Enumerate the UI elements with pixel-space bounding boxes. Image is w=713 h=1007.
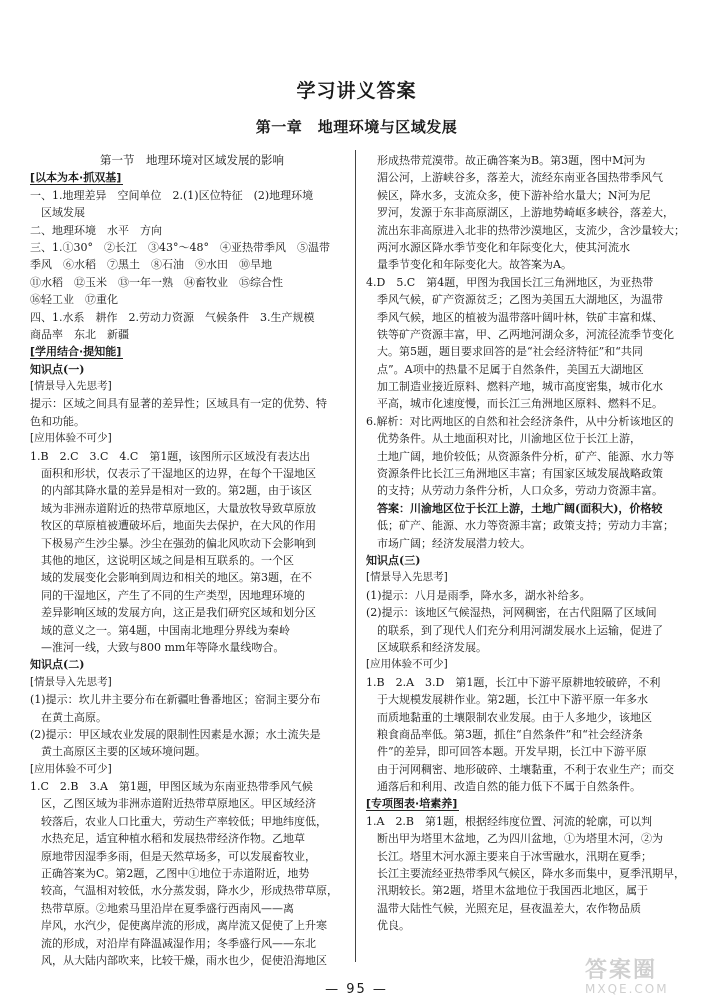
text-line: 岸风，水汽少，促使离岸流的形成，离岸流又促使了上升寒 <box>30 919 327 933</box>
text-line: 的联系，到了现代人们充分利用河湖发展水上运输，促进了 <box>366 623 663 637</box>
text-line: 流的形成，对沿岸有降温减湿作用；冬季盛行风——东北 <box>30 936 316 950</box>
text-line: 二、地理环境 水平 方向 <box>30 223 162 237</box>
text-line: 正确答案为C。第2题，乙图中①地位于赤道附近，地势 <box>30 867 310 881</box>
text-line: 流出东非高原进入北非的热带沙漠地区，支流少，含沙量较大； <box>366 223 685 237</box>
text-line: 提示：区域之间具有显著的差异性；区域具有一定的优势、特 <box>30 397 327 411</box>
text-line: ⑪水稻 ⑫玉米 ⑬一年一熟 ⑭畜牧业 ⑮综合性 <box>30 275 283 289</box>
watermark-logo <box>585 953 705 1001</box>
text-line: 在黄土高原。 <box>30 710 107 724</box>
text-line: 区，乙图区域为非洲赤道附近热带草原地区。甲区域经济 <box>30 797 316 811</box>
bracket-heading-text: [学用结合·提知能] <box>30 345 122 359</box>
text-line: 下极易产生沙尘暴。沙尘在强劲的偏北风吹动下会影响到 <box>30 536 316 550</box>
text-line: 市场广阔；经济发展潜力较大。 <box>366 536 531 550</box>
section-heading: 第一节 地理环境对区域发展的影响 <box>100 153 284 167</box>
bold-line: 知识点(三) <box>366 553 421 567</box>
text-line: 较落后，农业人口比重大，劳动生产率较低；甲地纬度低， <box>30 814 327 828</box>
text-line: —淮河一线，大致与800 mm年等降水量线吻合。 <box>30 640 285 654</box>
text-line: 较高，气温相对较低，水分蒸发弱，降水少，形成热带草原， <box>30 884 338 898</box>
chapter-title: 第一章 地理环境与区域发展 <box>255 118 458 136</box>
sub-heading: [应用体验不可少] <box>30 762 112 775</box>
text-line: 温带大陆性气候，光照充足，昼夜温差大，农作物品质 <box>366 901 641 915</box>
text-line: 量季节变化和年际变化大。故答案为A。 <box>366 258 572 272</box>
text-line: 点”。A项中的热量不足属于自然条件，美国五大湖地区 <box>366 362 644 376</box>
text-line: 6.解析：对比两地区的自然和社会经济条件，从中分析该地区的 <box>366 414 674 428</box>
text-line: 低；矿产、能源、水力等资源丰富；政策支持；劳动力丰富； <box>366 519 674 533</box>
bracket-heading-text: [专项图表·培素养] <box>366 797 458 811</box>
sub-heading: [情景导入先思考] <box>366 571 448 584</box>
text-line: 三、1.①30° ②长江 ③43°～48° ④亚热带季风 ⑤温带 <box>30 240 330 254</box>
text-line: (2)提示：甲区域农业发展的限制性因素是水源；水土流失是 <box>30 727 321 741</box>
text-line: 热带草原。②地索马里沿岸在夏季盛行西南风——离 <box>30 901 294 915</box>
text-line: ⑯轻工业 ⑰重化 <box>30 293 118 307</box>
text-line: 季风 ⑥水稻 ⑦黑土 ⑧石油 ⑨水田 ⑩旱地 <box>30 258 272 272</box>
page-title: 学习讲义答案 <box>296 80 417 102</box>
text-line: 汛期较长。第2题，塔里木盆地位于我国西北地区，属于 <box>366 884 648 898</box>
text-line: 1.B 2.A 3.D 第1题，长江中下游平原耕地较破碎，不利 <box>366 675 661 689</box>
text-line: 优良。 <box>366 919 410 933</box>
column-divider <box>355 150 356 962</box>
text-line: 1.A 2.B 第1题，根据经纬度位置、河流的轮廓，可以判 <box>366 814 653 828</box>
text-line: 牧区的草原植被遭破坏后，地面失去保护，在大风的作用 <box>30 519 316 533</box>
text-line: 四、1.水系 耕作 2.劳动力资源 气候条件 3.生产规模 <box>30 310 315 324</box>
text-line: (2)提示：该地区气候湿热，河网稠密，在古代阻隔了区域间 <box>366 606 657 620</box>
text-line: 资源条件比长江三角洲地区丰富；有国家区域发展战略政策 <box>366 467 663 481</box>
text-line: 4.D 5.C 第4题，甲图为我国长江三角洲地区，为亚热带 <box>366 275 654 289</box>
text-line: 候区，降水多，支流众多，使下游补给水量大；N河为尼 <box>366 188 651 202</box>
text-line: (1)提示：坎儿井主要分布在新疆吐鲁番地区；窑洞主要分布 <box>30 693 321 707</box>
sub-heading: [情景导入先思考] <box>30 675 112 688</box>
text-line: 季风气候，地区的植被为温带落叶阔叶林，铁矿丰富和煤、 <box>366 310 663 324</box>
text-line: 色和功能。 <box>30 414 85 428</box>
text-line: 断出甲为塔里木盆地，乙为四川盆地，①为塔里木河，②为 <box>366 832 663 846</box>
right-column <box>366 152 686 935</box>
text-line: 罗河，发源于东非高原湖区，上游地势崎岖多峡谷，落差大， <box>366 206 674 220</box>
text-line: 土地广阔，地价较低；从资源条件分析，矿产、能源、水力等 <box>366 449 674 463</box>
text-line: 两河水源区降水季节变化和年际变化大，使其河流水 <box>366 240 630 254</box>
text-line: 长江主要流经亚热带季风气候区，降水多而集中，夏季汛期早， <box>366 867 685 881</box>
sub-heading: [情景导入先思考] <box>30 380 112 393</box>
text-line: 差异影响区域的发展方向，这正是我们研究区域和划分区 <box>30 606 316 620</box>
text-line: 区域发展 <box>30 206 85 220</box>
text-line: 水热充足，适宜种植水稻和发展热带经济作物。乙地草 <box>30 832 305 846</box>
text-line: 域为非洲赤道附近的热带草原地区，大量放牧导致草原放 <box>30 501 316 515</box>
text-line: 优势条件。从土地面积对比，川渝地区位于长江上游， <box>366 432 641 446</box>
text-line: 风，从大陆内部吹来，比较干燥，雨水也少，促使沿海地区 <box>30 953 327 967</box>
text-line: 粮食商品率低。第3题，抓住“自然条件”和“社会经济条 <box>366 727 643 741</box>
sub-heading: [应用体验不可少] <box>366 658 448 671</box>
bold-line: 知识点(二) <box>30 658 85 672</box>
bracket-heading <box>30 343 348 360</box>
text-line: 季风气候，矿产资源贫乏；乙图为美国五大湖地区，为温带 <box>366 293 663 307</box>
bracket-heading <box>366 795 686 812</box>
text-line: (1)提示：八月是雨季，降水多，湖水补给多。 <box>366 588 591 602</box>
watermark-text-top: 答案圈 <box>585 958 658 983</box>
text-line: 原地带因湿季多雨，但是天然草场多，可以发展畜牧业， <box>30 849 316 863</box>
bold-line: 答案：川渝地区位于长江上游，土地广阔(面积大)，价格较 <box>366 501 663 515</box>
text-line: 大。第5题，题目要求回答的是“社会经济特征”和“共同 <box>366 345 643 359</box>
text-line: 于大规模发展耕作业。第2题，长江中下游平原一年多水 <box>366 693 648 707</box>
text-line: 域的意义之一。第4题，中国南北地理分界线为秦岭 <box>30 623 290 637</box>
text-line: 面积和形状，仅表示了干湿地区的边界，在每个干湿地区 <box>30 467 316 481</box>
text-line: 的内部其降水量的差异是相对一致的。第2题，由于该区 <box>30 484 312 498</box>
text-line: 加工制造业接近原料、燃料产地，城市高度密集，城市化水 <box>366 380 663 394</box>
text-line: 形成热带荒漠带。故正确答案为B。第3题，图中M河为 <box>366 154 646 167</box>
text-line: 区域联系和经济发展。 <box>366 640 487 654</box>
text-line: 域的发展变化会影响到周边和相关的地区。第3题，在不 <box>30 571 312 585</box>
text-line: 同的干湿地区，产生了不同的生产类型，因地理环境的 <box>30 588 305 602</box>
text-line: 长江。塔里木河水源主要来自于冰雪融水，汛期在夏季； <box>366 849 652 863</box>
bracket-heading-text: [以本为本·抓双基] <box>30 171 122 185</box>
text-line: 的支持；从劳动力条件分析，人口众多，劳动力资源丰富。 <box>366 484 663 498</box>
text-line: 平高，城市化速度慢，而长江三角洲地区原料、燃料不足。 <box>366 397 663 411</box>
page-number: — 95 — <box>325 982 388 997</box>
text-line: 黄土高原区主要的区域环境问题。 <box>30 745 206 759</box>
sub-heading: [应用体验不可少] <box>30 432 112 445</box>
text-line: 通落后和利用、改造自然的能力低下不属于自然条件。 <box>366 780 641 794</box>
text-line: 铁等矿产资源丰富，甲、乙两地河湖众多，河流径流季节变化 <box>366 327 674 341</box>
bracket-heading <box>30 169 348 186</box>
text-line: 商品率 东北 新疆 <box>30 327 129 341</box>
left-column <box>30 152 348 969</box>
text-line: 1.C 2.B 3.A 第1题，甲图区域为东南亚热带季风气候 <box>30 780 313 794</box>
text-line: 由于河网稠密、地形破碎、土壤黏重，不利于农业生产；而交 <box>366 762 674 776</box>
text-line: 1.B 2.C 3.C 4.C 第1题，该图所示区域没有表达出 <box>30 449 311 463</box>
watermark-text-bottom: MXQE.COM <box>585 982 669 996</box>
bold-line: 知识点(一) <box>30 362 85 376</box>
text-line: 其他的地区，这说明区域之间是相互联系的。一个区 <box>30 553 294 567</box>
text-line: 一、1.地理差异 空间单位 2.(1)区位特征 (2)地理环境 <box>30 188 314 202</box>
text-line: 件”的差异，即可回答本题。开发早期，长江中下游平原 <box>366 745 647 759</box>
text-line: 湄公河，上游峡谷多，落差大，流经东南亚各国热带季风气 <box>366 171 663 185</box>
text-line: 而质地黏重的土壤限制农业发展。由于人多地少，该地区 <box>366 710 652 724</box>
